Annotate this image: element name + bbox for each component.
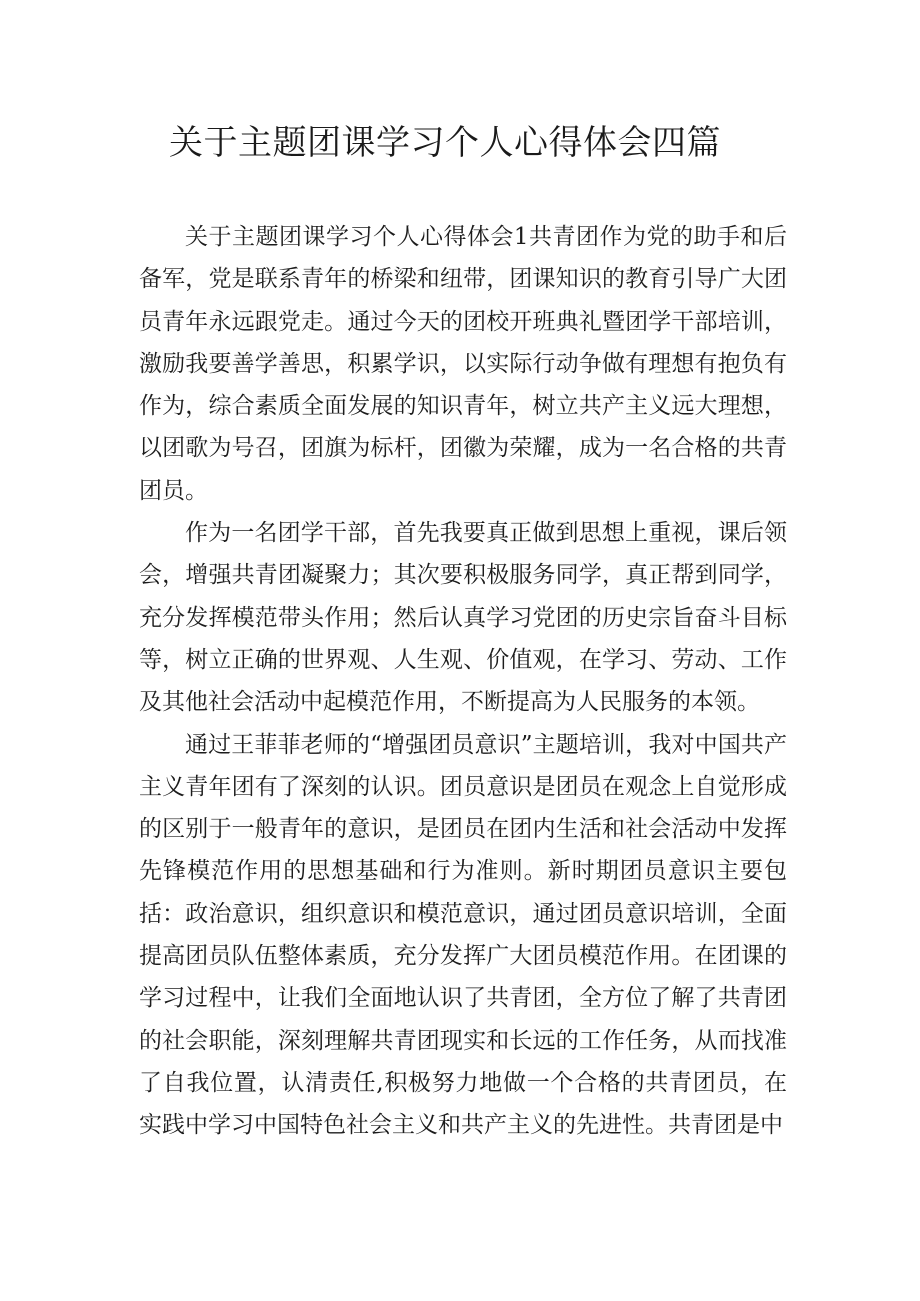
paragraph-1: 关于主题团课学习个人心得体会1共青团作为党的助手和后备军，党是联系青年的桥梁和纽带，团课知识的教育引导广大团员青年永远跟党走。通过今天的团校开班典礼暨团学干部培训，激励我要善学善思，积累学识，以实际行动争做有理想有抱负有作为，综合素质全面发展的知识青年，树立共产主义远大理想，以团歌为号召，团旗为标杆，团徽为荣耀，成为一名合格的共青团员。 xyxy=(139,224,787,504)
paragraph-2: 作为一名团学干部，首先我要真正做到思想上重视，课后领会，增强共青团凝聚力；其次要积极服务同学，真正帮到同学，充分发挥模范带头作用；然后认真学习党团的历史宗旨奋斗目标等，树立正确的世界观、人生观、价值观，在学习、劳动、工作及其他社会活动中起模范作用，不断提高为人民服务的本领。 xyxy=(139,520,787,716)
document-body xyxy=(139,216,787,1147)
paragraph-3: 通过王菲菲老师的“增强团员意识”主题培训，我对中国共产主义青年团有了深刻的认识。团员意识是团员在观念上自觉形成的区别于一般青年的意识，是团员在团内生活和社会活动中发挥先锋模范作用的思想基础和行为准则。新时期团员意识主要包括：政治意识，组织意识和模范意识，通过团员意识培训，全面提高团员队伍整体素质，充分发挥广大团员模范作用。在团课的学习过程中，让我们全面地认识了共青团，全方位了解了共青团的社会职能，深刻理解共青团现实和长远的工作任务，从而找准了自我位置，认清责任,积极努力地做一个合格的共青团员，在实践中学习中国特色社会主义和共产主义的先进性。共青团是中 xyxy=(139,731,787,1139)
document-title: 关于主题团课学习个人心得体会四篇 xyxy=(169,123,721,163)
